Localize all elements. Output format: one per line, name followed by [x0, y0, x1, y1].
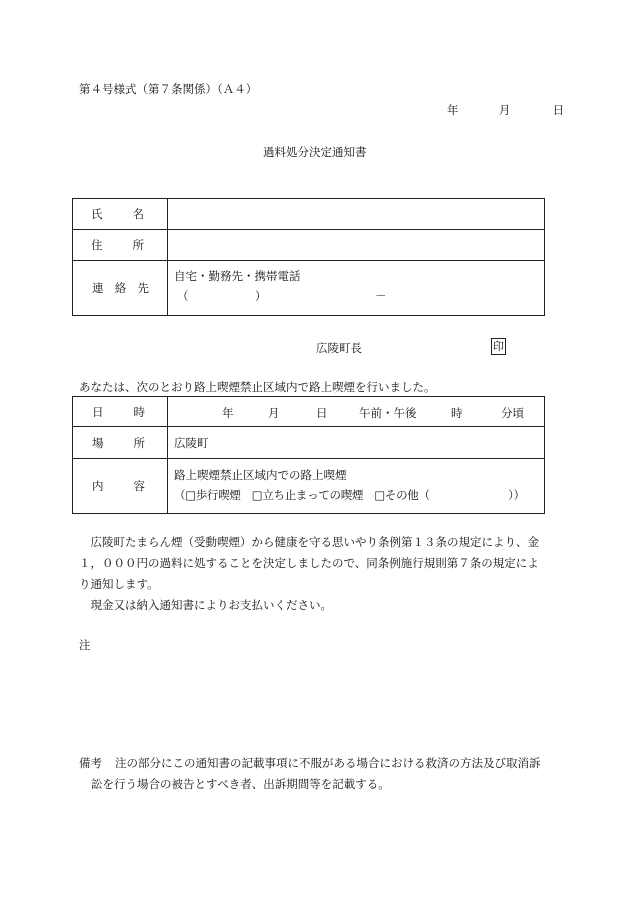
body-paragraph-2: 現金又は納入通知書によりお支払いください。 — [79, 598, 332, 612]
datetime-ampm: 午前・午後 — [359, 406, 417, 420]
date-month: 月 — [498, 103, 511, 117]
name-field — [168, 199, 545, 230]
content-field — [168, 459, 545, 514]
contact-dash: － — [375, 289, 387, 303]
name-label-cell — [73, 199, 168, 230]
datetime-year: 年 — [222, 406, 234, 420]
issuer-name: 広陵町長 — [316, 341, 362, 355]
contact-field — [168, 261, 545, 316]
contact-label: 連 絡 先 — [92, 281, 149, 295]
datetime-month: 月 — [268, 406, 280, 420]
recipient-table — [72, 198, 545, 316]
remarks-label: 備考 — [79, 756, 102, 770]
content-label-cell — [73, 459, 168, 514]
name-label: 氏 名 — [91, 207, 144, 221]
contact-label-cell — [73, 261, 168, 316]
body-paragraph-1: 広陵町たまらん煙（受動喫煙）から健康を守る思いやり条例第１３条の規定により、金１，０００円の過料に処することを決定しましたので、同条例施行規則第７条の規定により通知します。 — [79, 535, 539, 591]
remarks-line-1: 注の部分にこの通知書の記載事項に不服がある場合における救済の方法及び取消訴 — [115, 756, 541, 770]
intro-text: あなたは、次のとおり路上喫煙禁止区域内で路上喫煙を行いました。 — [79, 380, 436, 394]
date-year: 年 — [447, 103, 459, 117]
datetime-minute: 分頃 — [501, 406, 524, 420]
seal-stamp: 印 — [493, 340, 504, 353]
place-label-cell — [73, 427, 168, 459]
datetime-field — [168, 397, 545, 427]
contact-paren-open: （ — [177, 289, 189, 303]
address-label: 住 所 — [91, 238, 144, 252]
datetime-day: 日 — [316, 406, 328, 420]
content-label: 内 容 — [92, 479, 145, 493]
date-line — [447, 102, 564, 118]
contact-paren-close: ） — [255, 289, 267, 303]
place-label: 場 所 — [92, 435, 145, 450]
datetime-label: 日 時 — [92, 404, 145, 419]
contact-types: 自宅・勤務先・携帯電話 — [174, 269, 301, 283]
violation-table — [72, 396, 545, 514]
datetime-label-cell — [73, 397, 168, 427]
form-number: 第４号様式（第７条関係）（Ａ４） — [79, 82, 258, 96]
date-day: 日 — [552, 103, 565, 117]
address-label-cell — [73, 230, 168, 261]
content-checkbox-options: （□歩行喫煙 □立ち止まっての喫煙 □その他（ ）） — [174, 488, 525, 502]
datetime-hour: 時 — [451, 406, 463, 420]
remarks-line-2: 訟を行う場合の被告とすべき者、出訴期間等を記載する。 — [91, 777, 390, 791]
address-field — [168, 230, 545, 261]
place-value: 広陵町 — [174, 435, 209, 450]
content-description: 路上喫煙禁止区域内での路上喫煙 — [174, 468, 347, 482]
document-title: 過料処分決定通知書 — [263, 145, 367, 159]
note-label: 注 — [79, 638, 91, 652]
place-field — [168, 427, 545, 459]
